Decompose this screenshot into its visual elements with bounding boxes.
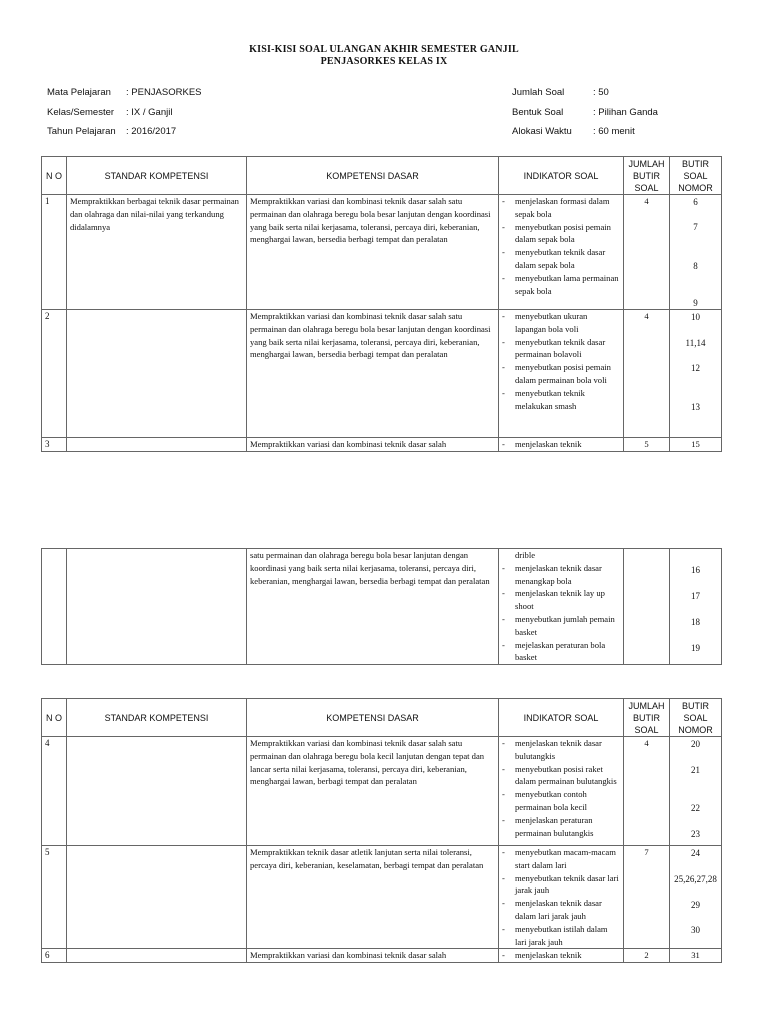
- indikator-item: - menyebutkan teknik dasar lari jarak jauh: [502, 872, 619, 896]
- indikator-item: - menjelaskan teknik dasar menangkap bola: [502, 562, 602, 586]
- row-no: 1: [42, 195, 67, 310]
- row-butir-nomor: 15: [670, 438, 722, 452]
- row-butir-nomor: [670, 737, 722, 846]
- kisi-table-3: [41, 698, 722, 963]
- butir-nomor-item: 11,14: [685, 338, 706, 348]
- indikator-item: - menyebutkan lama permainan sepak bola: [502, 272, 619, 296]
- butir-nomor-item: 8: [693, 261, 698, 271]
- row-kompetensi-dasar: Mempraktikkan variasi dan kombinasi teknik dasar salah: [247, 949, 499, 963]
- indikator-item: drible: [515, 550, 536, 560]
- indikator-item: - menyebutkan contoh permainan bola kecil: [502, 789, 588, 812]
- row-standar-kompetensi: Mempraktikkan berbagai teknik dasar permainan dan olahraga dan nilai-nilai yang terkandung didalamnya: [67, 195, 247, 310]
- butir-nomor-item: 10: [691, 312, 700, 322]
- butir-nomor-item: 22: [691, 803, 700, 813]
- document-subtitle: PENJASORKES KELAS IX: [320, 56, 448, 67]
- butir-nomor-item: 30: [691, 925, 700, 935]
- row-kompetensi-dasar: Mempraktikkan variasi dan kombinasi teknik dasar salah: [247, 438, 499, 452]
- col-header-jumlah-butir: JUMLAH BUTIR SOAL: [624, 157, 670, 195]
- col-header-standar-kompetensi: STANDAR KOMPETENSI: [67, 157, 247, 195]
- jumlah-soal-value: : 50: [593, 87, 609, 98]
- butir-nomor-item: 29: [691, 900, 700, 910]
- kisi-table-2: [41, 548, 722, 665]
- row-indikator-list: [499, 549, 624, 665]
- row-butir-nomor: [670, 549, 722, 665]
- col-header-butir-nomor: BUTIR SOAL NOMOR: [670, 699, 722, 737]
- row-kompetensi-dasar: Mempraktikkan teknik dasar atletik lanjutan serta nilai toleransi, percaya diri, keberanian, keselamatan, berbagi tempat dan peralatan: [247, 846, 499, 949]
- row-standar-kompetensi: [67, 737, 247, 846]
- row-indikator-list: [499, 737, 624, 846]
- indikator-item: - menyebutkan posisi pemain dalam permainan bola voli: [502, 362, 611, 385]
- indikator-item: - menyebutkan istilah dalam lari jarak jauh: [502, 923, 608, 947]
- indikator-item: - menyebutkan posisi raket dalam permainan bulutangkis: [502, 763, 617, 787]
- butir-nomor-item: 6: [693, 197, 698, 207]
- col-header-kompetensi-dasar: KOMPETENSI DASAR: [247, 699, 499, 737]
- table-row: [42, 737, 722, 846]
- indikator-item: - menjelaskan peraturan permainan bulutangkis: [502, 814, 594, 838]
- indikator-item: - menyebutkan ukuran lapangan bola voli: [502, 311, 588, 334]
- row-indikator-list: [499, 949, 624, 963]
- indikator-item: - menjelaskan teknik lay up shoot: [502, 588, 605, 612]
- row-standar-kompetensi: [67, 846, 247, 949]
- row-butir-nomor: 31: [670, 949, 722, 963]
- col-header-indikator-soal: INDIKATOR SOAL: [499, 699, 624, 737]
- kelas-label: Kelas/Semester: [47, 107, 115, 118]
- row-jumlah-butir: 4: [624, 195, 670, 310]
- indikator-item: - menjelaskan teknik: [502, 950, 582, 961]
- table-row: [42, 195, 722, 310]
- row-no: 6: [42, 949, 67, 963]
- row-kompetensi-dasar: Mempraktikkan variasi dan kombinasi teknik dasar salah satu permainan dan olahraga beregu bola besar lanjutan dengan koordinasi yang baik serta nilai kerjasama, toleransi, percaya diri, keberanian, menghargai lawan, bersedia berbagi tempat dan peralatan: [247, 195, 499, 310]
- col-header-no: N O: [42, 157, 67, 195]
- butir-nomor-item: 12: [691, 363, 700, 373]
- kelas-value: : IX / Ganjil: [126, 107, 173, 118]
- indikator-item: - menyebutkan macam-macam start dalam lari: [502, 847, 616, 870]
- butir-nomor-item: 24: [691, 848, 700, 858]
- row-standar-kompetensi: [67, 549, 247, 665]
- row-jumlah-butir: 5: [624, 438, 670, 452]
- table-header-row: [42, 699, 722, 737]
- row-standar-kompetensi: [67, 310, 247, 438]
- row-butir-nomor: [670, 846, 722, 949]
- row-standar-kompetensi: [67, 949, 247, 963]
- butir-nomor-item: 17: [691, 591, 700, 601]
- butir-nomor-item: 9: [693, 298, 698, 308]
- bentuk-soal-label: Bentuk Soal: [512, 107, 564, 118]
- col-header-jumlah-butir: JUMLAH BUTIR SOAL: [624, 699, 670, 737]
- jumlah-soal-label: Jumlah Soal: [512, 87, 565, 98]
- butir-nomor-item: 21: [691, 765, 700, 775]
- alokasi-waktu-label: Alokasi Waktu: [512, 126, 572, 137]
- butir-nomor-item: 7: [693, 222, 698, 232]
- tahun-value: : 2016/2017: [126, 126, 177, 137]
- row-jumlah-butir: 4: [624, 737, 670, 846]
- table-header-row: [42, 157, 722, 195]
- row-standar-kompetensi: [67, 438, 247, 452]
- indikator-item: - mejelaskan peraturan bola basket: [502, 639, 606, 663]
- row-indikator-list: [499, 195, 624, 310]
- col-header-no: N O: [42, 699, 67, 737]
- tahun-label: Tahun Pelajaran: [47, 126, 116, 137]
- mapel-value: : PENJASORKES: [126, 87, 202, 98]
- row-no: 4: [42, 737, 67, 846]
- butir-nomor-item: 23: [691, 829, 700, 839]
- butir-nomor-item: 25,26,27,28: [674, 874, 717, 884]
- col-header-indikator-soal: INDIKATOR SOAL: [499, 157, 624, 195]
- row-butir-nomor: [670, 310, 722, 438]
- row-no: 3: [42, 438, 67, 452]
- row-no: 2: [42, 310, 67, 438]
- butir-nomor-item: 18: [691, 617, 700, 627]
- col-header-kompetensi-dasar: KOMPETENSI DASAR: [247, 157, 499, 195]
- row-indikator-list: [499, 310, 624, 438]
- col-header-butir-nomor: BUTIR SOAL NOMOR: [670, 157, 722, 195]
- table-row: [42, 949, 722, 963]
- row-jumlah-butir: [624, 549, 670, 665]
- kisi-table-1: [41, 156, 722, 452]
- indikator-item: - menjelaskan teknik dasar bulutangkis: [502, 738, 602, 761]
- row-no: 5: [42, 846, 67, 949]
- bentuk-soal-value: : Pilihan Ganda: [593, 107, 658, 118]
- col-header-standar-kompetensi: STANDAR KOMPETENSI: [67, 699, 247, 737]
- row-kompetensi-dasar: satu permainan dan olahraga beregu bola besar lanjutan dengan koordinasi yang baik serta nilai kerjasama, toleransi, percaya diri, keberanian, menghargai lawan, bersedia berbagi tempat dan peralatan: [247, 549, 499, 665]
- table-row: [42, 846, 722, 949]
- row-indikator-list: [499, 438, 624, 452]
- indikator-item: - menyebutkan posisi pemain dalam sepak bola: [502, 221, 611, 245]
- mapel-label: Mata Pelajaran: [47, 87, 111, 98]
- row-no: [42, 549, 67, 665]
- indikator-item: - menyebutkan teknik dasar dalam sepak bola: [502, 247, 606, 270]
- row-jumlah-butir: 7: [624, 846, 670, 949]
- row-kompetensi-dasar: Mempraktikkan variasi dan kombinasi teknik dasar salah satu permainan dan olahraga beregu bola kecil lanjutan dengan tepat dan lancar serta nilai kerjasama, toleransi, percaya diri, keberanian, menghargai lawan, berbagi tempat dan peralatan: [247, 737, 499, 846]
- indikator-item: - menyebutkan teknik dasar permainan bolavoli: [502, 336, 606, 360]
- indikator-item: - menjelaskan teknik dasar dalam lari jarak jauh: [502, 898, 602, 921]
- butir-nomor-item: 20: [691, 739, 700, 749]
- row-butir-nomor: [670, 195, 722, 310]
- alokasi-waktu-value: : 60 menit: [593, 126, 635, 137]
- indikator-item: - menyebutkan teknik melakukan smash: [502, 387, 585, 411]
- row-jumlah-butir: 2: [624, 949, 670, 963]
- butir-nomor-item: 13: [691, 402, 700, 412]
- butir-nomor-item: 19: [691, 643, 700, 653]
- row-kompetensi-dasar: Mempraktikkan variasi dan kombinasi teknik dasar salah satu permainan dan olahraga beregu bola besar lanjutan dengan koordinasi yang baik serta nilai kerjasama, toleransi, percaya diri, keberanian, menghargai lawan, bersedia berbagi tempat dan peralatan: [247, 310, 499, 438]
- document-title: KISI-KISI SOAL ULANGAN AKHIR SEMESTER GANJIL: [249, 44, 519, 55]
- indikator-item: - menyebutkan jumlah pemain basket: [502, 613, 615, 637]
- table-row: [42, 438, 722, 452]
- row-indikator-list: [499, 846, 624, 949]
- butir-nomor-item: 16: [691, 565, 700, 575]
- indikator-item: - menjelaskan teknik: [502, 439, 582, 449]
- indikator-item: - menjelaskan formasi dalam sepak bola: [502, 196, 610, 219]
- table-row: [42, 310, 722, 438]
- row-jumlah-butir: 4: [624, 310, 670, 438]
- table-row: [42, 549, 722, 665]
